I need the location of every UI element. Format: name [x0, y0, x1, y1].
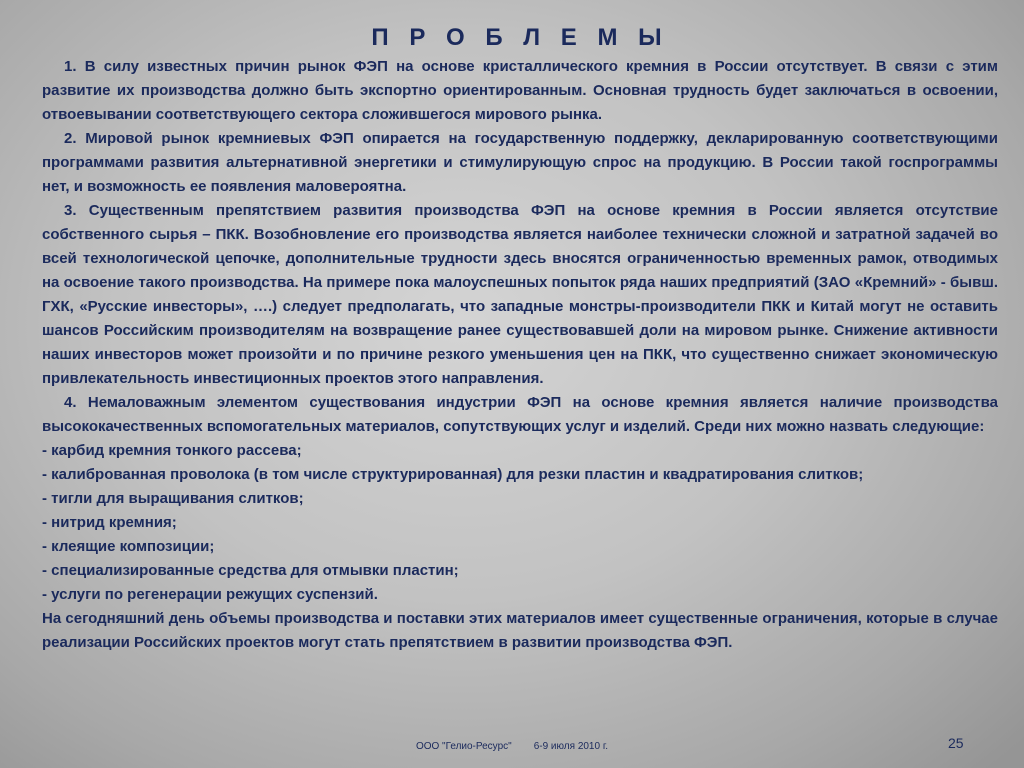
- paragraph-2: 2. Мировой рынок кремниевых ФЭП опирается на государственную поддержку, декларированную соответствующими программами развития альтернативной энергетики и стимулирующую спрос на продукцию. В России такой госпрограммы нет, и возможность ее появления маловероятна.: [42, 130, 998, 195]
- list-item: - нитрид кремния;: [42, 514, 177, 531]
- paragraph-1: 1. В силу известных причин рынок ФЭП на основе кристаллического кремния в России отсутствует. В связи с этим развитие их производства должно быть экспортно ориентированным. Основная трудность будет заключаться в освоении, отвоевывании соответствующего сектора сложившегося мирового рынка.: [42, 58, 998, 123]
- list-item: - карбид кремния тонкого рассева;: [42, 442, 302, 459]
- list-item: - услуги по регенерации режущих суспензий.: [42, 586, 378, 603]
- list-item: - калиброванная проволока (в том числе структурированная) для резки пластин и квадратирования слитков;: [42, 466, 864, 483]
- footer-date: 6-9 июля 2010 г.: [533, 741, 609, 752]
- list-item: - специализированные средства для отмывки пластин;: [42, 562, 459, 579]
- footer-company: ООО "Гелио-Ресурс": [415, 741, 512, 752]
- footer: [0, 741, 1024, 752]
- slide-body: [42, 55, 998, 655]
- list-item: - тигли для выращивания слитков;: [42, 490, 304, 507]
- paragraph-4: 4. Немаловажным элементом существования индустрии ФЭП на основе кремния является наличие производства высококачественных вспомогательных материалов, сопутствующих услуг и изделий. Среди них можно назвать следующие:: [42, 394, 998, 435]
- closing-paragraph: На сегодняшний день объемы производства и поставки этих материалов имеет существенные ограничения, которые в случае реализации Российских проектов могут стать препятствием в развитии производства ФЭП.: [42, 610, 998, 651]
- page-number: 25: [948, 735, 964, 751]
- list-item: - клеящие композиции;: [42, 538, 215, 555]
- paragraph-3: 3. Существенным препятствием развития производства ФЭП на основе кремния в России является отсутствие собственного сырья – ПКК. Возобновление его производства является наиболее технически сложной и затратной задачей во всей технологической цепочке, дополнительные трудности здесь вносятся ограниченностью временных рамок, отводимых на освоение такого производства. На примере пока малоуспешных попыток ряда наших предприятий (ЗАО «Кремний» - бывш. ГХК, «Русские инвесторы», ….) следует предполагать, что западные монстры-производители ПКК и Китай могут не оставить шансов Российским производителям на возвращение ранее существовавшей доли на мировом рынке. Снижение активности наших инвесторов может произойти и по причине резкого уменьшения цен на ПКК, что существенно снижает экономическую привлекательность инвестиционных проектов этого направления.: [42, 202, 998, 387]
- slide-title: П Р О Б Л Е М Ы: [371, 24, 669, 51]
